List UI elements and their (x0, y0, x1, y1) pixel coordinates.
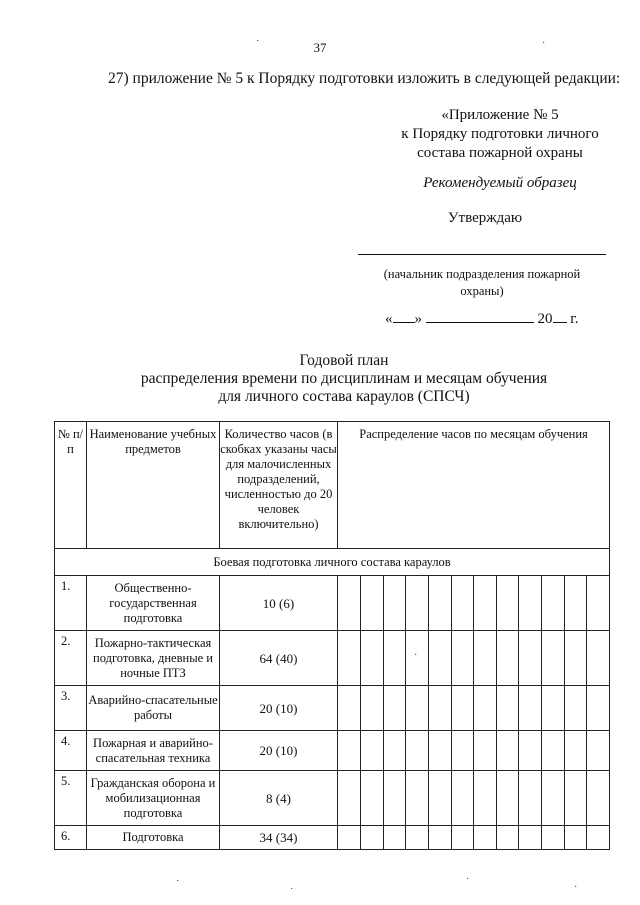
month-cell (474, 731, 497, 771)
month-cell (384, 686, 406, 731)
row-subject: Подготовка (87, 826, 220, 850)
month-cell (587, 686, 610, 731)
month-cell (497, 771, 519, 826)
month-cell (587, 576, 610, 631)
day-blank (393, 308, 415, 323)
month-cell (384, 731, 406, 771)
month-cell (452, 631, 474, 686)
table-header-row (55, 422, 610, 549)
month-cell (384, 826, 406, 850)
signature-caption-line-1: (начальник подразделения пожарной (383, 267, 581, 281)
header-months-distribution: Распределение часов по месяцам обучения (338, 422, 610, 549)
row-subject: Общественно-государственная подготовка (87, 576, 220, 631)
table-row (55, 686, 610, 731)
appendix-line-3: состава пожарной охраны (417, 145, 583, 161)
row-hours: 20 (10) (220, 731, 338, 771)
plan-title (0, 352, 640, 406)
approval-date (385, 308, 578, 328)
month-cell (587, 771, 610, 826)
month-cell (338, 731, 361, 771)
month-cell (519, 826, 542, 850)
row-hours: 34 (34) (220, 826, 338, 850)
year-prefix: 20 (537, 311, 553, 327)
row-hours: 64 (40) (220, 631, 338, 686)
month-cell (587, 631, 610, 686)
appendix-line-2: к Порядку подготовки личного (401, 126, 599, 142)
row-num: 2. (55, 631, 87, 686)
month-cell (565, 576, 587, 631)
plan-title-line-3: для личного состава караулов (СПСЧ) (218, 388, 470, 405)
month-cell (519, 631, 542, 686)
page-number: 37 (313, 40, 327, 55)
amendment-intro: 27) приложение № 5 к Порядку подготовки изложить в следующей редакции: (108, 70, 621, 87)
year-blank (553, 308, 567, 323)
row-subject: Аварийно-спасательные работы (87, 686, 220, 731)
year-suffix: г. (570, 311, 579, 327)
scan-speck: · (176, 876, 180, 887)
month-cell (474, 576, 497, 631)
month-cell (406, 826, 429, 850)
month-cell (452, 731, 474, 771)
row-hours: 10 (6) (220, 576, 338, 631)
header-subject-name: Наименование учебных предметов (87, 422, 220, 549)
month-cell (429, 771, 452, 826)
month-cell (429, 826, 452, 850)
month-cell (474, 686, 497, 731)
month-cell (338, 631, 361, 686)
row-hours: 20 (10) (220, 686, 338, 731)
signature-line (358, 254, 606, 255)
month-cell (497, 731, 519, 771)
month-cell (519, 686, 542, 731)
month-cell (542, 771, 565, 826)
annual-plan-table (54, 421, 610, 850)
row-subject: Гражданская оборона и мобилизационная подготовка (87, 771, 220, 826)
month-cell (565, 686, 587, 731)
row-num: 1. (55, 576, 87, 631)
month-cell (452, 686, 474, 731)
signature-caption (362, 266, 602, 300)
table-row (55, 576, 610, 631)
month-cell (542, 686, 565, 731)
month-cell (542, 826, 565, 850)
appendix-heading (380, 106, 620, 163)
row-subject: Пожарно-тактическая подготовка, дневные и ночные ПТЗ (87, 631, 220, 686)
month-cell (519, 731, 542, 771)
row-subject: Пожарная и аварийно-спасательная техника (87, 731, 220, 771)
header-hours: Количество часов (в скобках указаны часы для малочисленных подразделений, численностью до 20 человек включительно) (220, 422, 338, 549)
month-cell (338, 771, 361, 826)
month-cell (429, 576, 452, 631)
month-cell (587, 731, 610, 771)
scan-speck: · (542, 38, 546, 49)
month-cell (429, 686, 452, 731)
month-cell (406, 771, 429, 826)
month-cell (384, 576, 406, 631)
scan-speck: · (414, 650, 418, 661)
plan-title-line-1: Годовой план (299, 352, 389, 369)
month-cell (406, 731, 429, 771)
month-cell (406, 576, 429, 631)
month-cell (497, 686, 519, 731)
month-cell (474, 826, 497, 850)
month-cell (361, 771, 384, 826)
row-num: 4. (55, 731, 87, 771)
scan-speck: · (466, 874, 470, 885)
month-cell (338, 576, 361, 631)
month-cell (519, 771, 542, 826)
month-cell (361, 686, 384, 731)
month-cell (565, 771, 587, 826)
recommended-sample-label: Рекомендуемый образец (423, 175, 577, 191)
row-num: 6. (55, 826, 87, 850)
month-cell (474, 631, 497, 686)
month-cell (338, 686, 361, 731)
month-cell (429, 631, 452, 686)
month-blank (426, 308, 534, 323)
month-cell (565, 826, 587, 850)
month-cell (542, 731, 565, 771)
scan-speck: · (290, 884, 294, 895)
month-cell (429, 731, 452, 771)
date-open-quote: « (385, 311, 393, 327)
date-close-quote: » (414, 311, 422, 327)
month-cell (497, 631, 519, 686)
appendix-line-1: «Приложение № 5 (441, 107, 559, 123)
table-row (55, 731, 610, 771)
month-cell (497, 576, 519, 631)
table-row (55, 631, 610, 686)
month-cell (565, 731, 587, 771)
month-cell (565, 631, 587, 686)
month-cell (542, 576, 565, 631)
month-cell (361, 731, 384, 771)
approve-label: Утверждаю (447, 210, 523, 226)
row-hours: 8 (4) (220, 771, 338, 826)
month-cell (338, 826, 361, 850)
row-num: 5. (55, 771, 87, 826)
scan-speck: · (574, 882, 578, 893)
month-cell (452, 826, 474, 850)
plan-title-line-2: распределения времени по дисциплинам и месяцам обучения (140, 370, 548, 387)
month-cell (587, 826, 610, 850)
signature-caption-line-2: охраны) (460, 284, 504, 298)
scan-speck: · (256, 36, 260, 47)
month-cell (384, 631, 406, 686)
month-cell (361, 631, 384, 686)
month-cell (497, 826, 519, 850)
month-cell (361, 576, 384, 631)
month-cell (452, 771, 474, 826)
table-row (55, 771, 610, 826)
month-cell (406, 686, 429, 731)
section-row (55, 549, 610, 576)
header-num: № п/п (55, 422, 87, 549)
month-cell (542, 631, 565, 686)
section-title: Боевая подготовка личного состава караулов (55, 549, 610, 576)
row-num: 3. (55, 686, 87, 731)
table-row (55, 826, 610, 850)
month-cell (474, 771, 497, 826)
month-cell (361, 826, 384, 850)
month-cell (384, 771, 406, 826)
month-cell (519, 576, 542, 631)
month-cell (452, 576, 474, 631)
